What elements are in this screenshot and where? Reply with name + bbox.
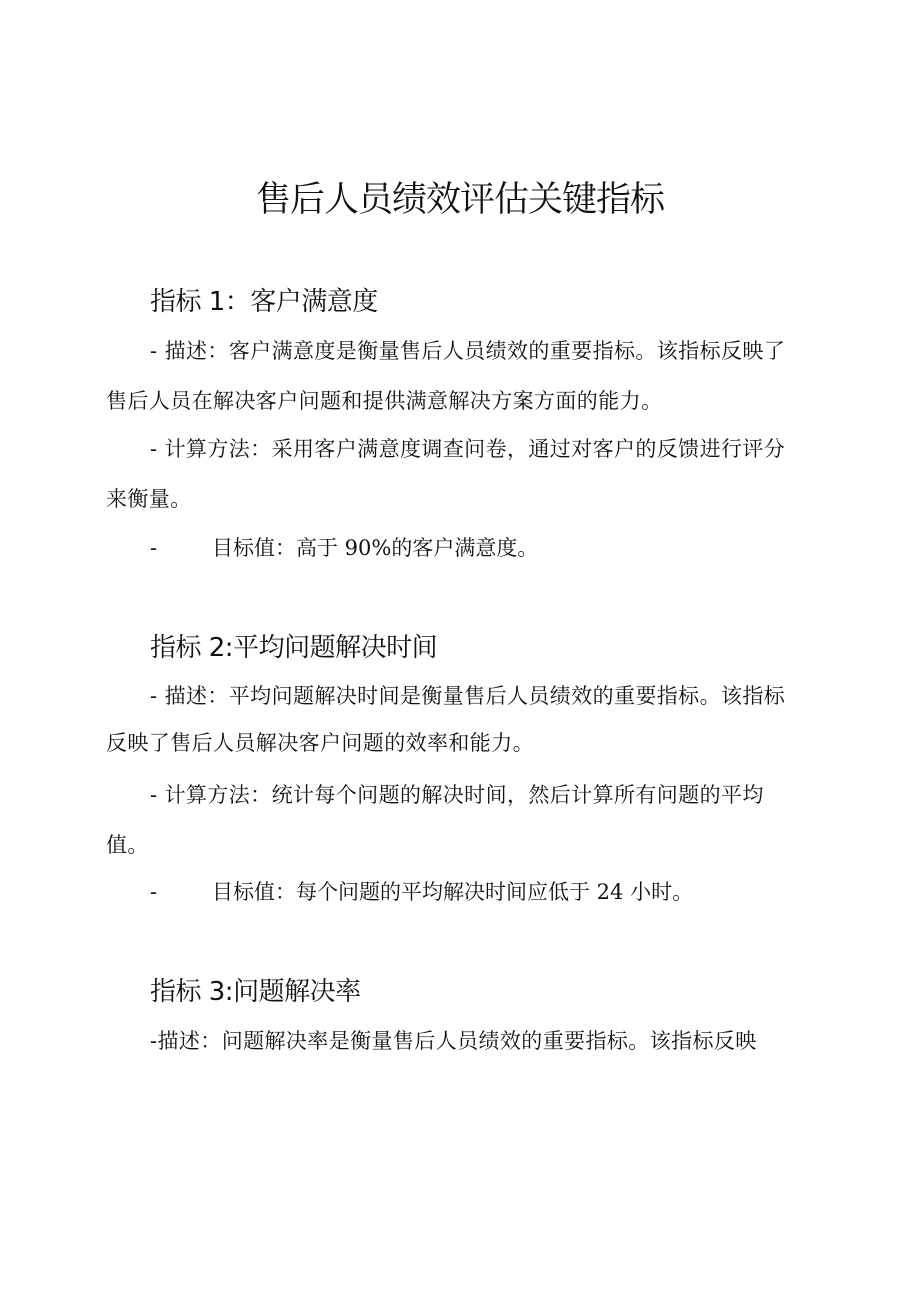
document-title: 售后人员绩效评估关键指标 [255,180,664,220]
section-1-target-text: 目标值：高于 90%的客户满意度。 [212,536,539,560]
section-3-heading: 指标 3:问题解决率 [150,977,361,1007]
section-2-target-dash: - [150,880,158,904]
section-1-calculation: - 计算方法：采用客户满意度调查问卷，通过对客户的反馈进行评分来衡量。 [106,437,786,511]
section-1-description: - 描述：客户满意度是衡量售后人员绩效的重要指标。该指标反映了售后人员在解决客户问题和提供满意解决方案方面的能力。 [106,339,786,413]
section-1-target [150,528,538,568]
section-3-description: -描述：问题解决率是衡量售后人员绩效的重要指标。该指标反映 [150,1029,757,1053]
section-2-target-text: 目标值：每个问题的平均解决时间应低于 24 小时。 [212,880,694,904]
section-2-heading: 指标 2:平均问题解决时间 [150,633,438,663]
section-2-calculation: - 计算方法：统计每个问题的解决时间，然后计算所有问题的平均值。 [106,783,764,857]
section-1-target-dash: - [150,536,158,560]
section-2-target [150,872,693,912]
section-1-heading: 指标 1：客户满意度 [150,287,378,317]
section-2-description: - 描述：平均问题解决时间是衡量售后人员绩效的重要指标。该指标反映了售后人员解决客户问题的效率和能力。 [106,684,786,755]
